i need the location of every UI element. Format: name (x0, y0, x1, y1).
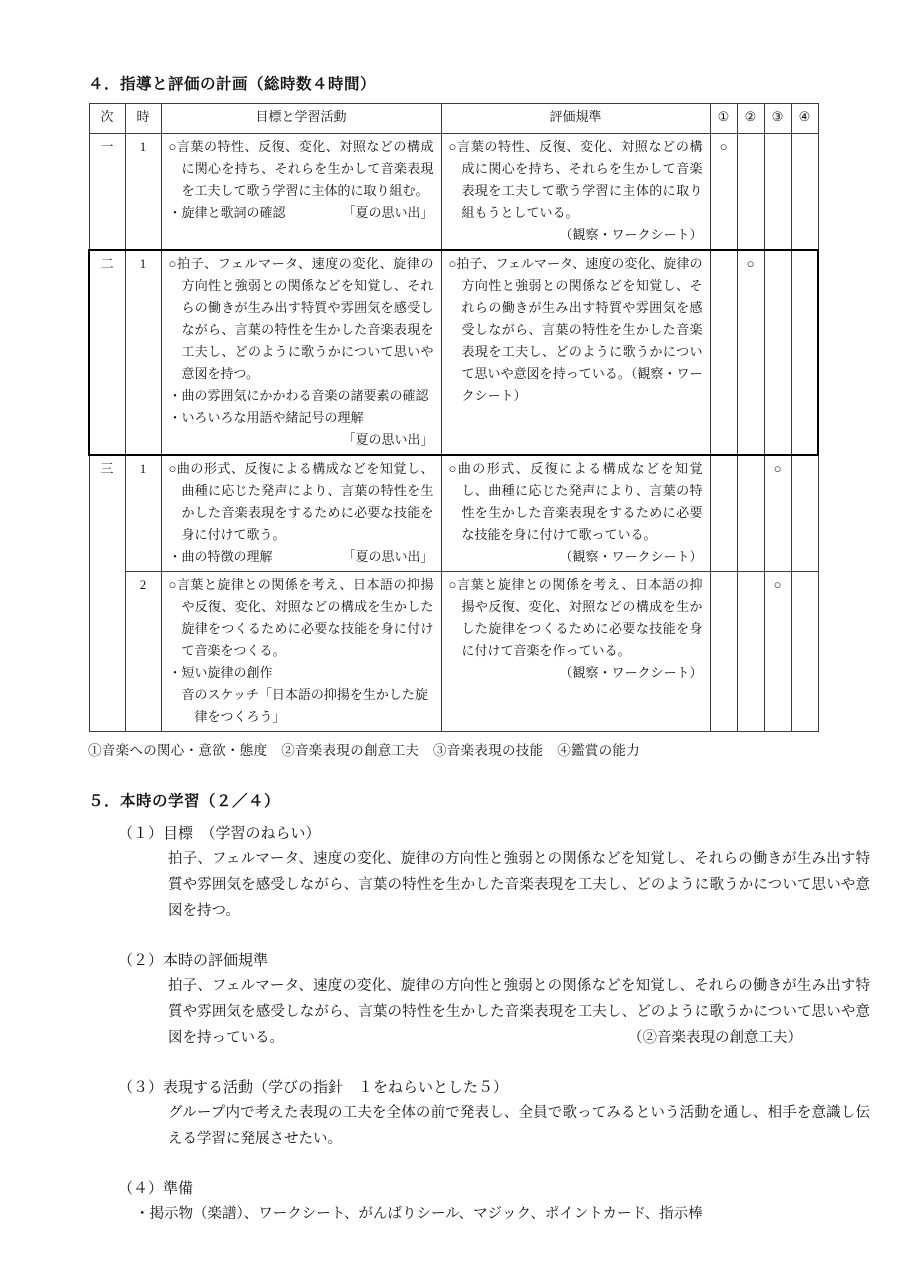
item2-criteria-note: （②音楽表現の創意工夫） (628, 1030, 802, 1046)
mark-cell (710, 572, 737, 732)
cell-line: ○言葉と旋律との関係を考え、日本語の抑揚や反復、変化、対照などの構成を生かした旋律をつくるために必要な技能を身に付けて音楽をつくる。 (168, 577, 434, 658)
cell-ji: 三 (89, 455, 125, 732)
mark-cell: ○ (764, 572, 791, 732)
cell-line: ・いろいろな用語や緒記号の理解 (168, 410, 364, 425)
header-toki: 時 (125, 104, 161, 134)
cell-line: ○曲の形式、反復による構成などを知覚し、曲種に応じた発声により、言葉の特性を生かした音楽表現をするために必要な技能を身に付けて歌っている。 (448, 461, 703, 542)
cell-line: ○言葉の特性、反復、変化、対照などの構成に関心を持ち、それらを生かして音楽表現を工夫して歌う学習に主体的に取り組む。 (168, 139, 434, 198)
cell-criteria (441, 134, 710, 251)
cell-ji: 一 (89, 134, 125, 251)
cell-goals (161, 572, 441, 732)
mark-cell (791, 572, 818, 732)
cell-ji: 二 (89, 250, 125, 455)
cell-line (169, 546, 434, 568)
table-row (89, 572, 818, 732)
mark-cell: ○ (764, 455, 791, 572)
header-mark-3: ③ (764, 104, 791, 134)
item3-body: グループ内で考えた表現の工夫を全体の前で発表し、全員で歌ってみるという活動を通し、相手を意識し伝える学習に発展させたい。 (168, 1105, 870, 1147)
cell-line: ○曲の形式、反復による構成などを知覚し、曲種に応じた発声により、言葉の特性を生かした音楽表現をするために必要な技能を身に付けて歌う。 (168, 461, 434, 542)
cell-goals (161, 455, 441, 572)
item2-heading: （２）本時の評価規準 (118, 953, 269, 969)
header-criteria: 評価規準 (441, 104, 710, 134)
header-mark-2: ② (737, 104, 764, 134)
cell-toki: 1 (125, 134, 161, 251)
mark-cell (737, 455, 764, 572)
cell-line-right: 「夏の思い出」 (342, 549, 434, 564)
cell-line: 音のスケッチ「日本語の抑揚を生かした旋律をつくろう」 (181, 687, 428, 724)
mark-cell (737, 572, 764, 732)
cell-line-left: ・曲の特徴の理解 (168, 549, 273, 564)
table-row-highlighted (89, 250, 818, 455)
cell-toki: 1 (125, 455, 161, 572)
cell-toki: 2 (125, 572, 161, 732)
mark-cell (791, 134, 818, 251)
section5-item-1 (88, 822, 870, 924)
cell-toki: 1 (125, 250, 161, 455)
item1-body: 拍子、フェルマータ、速度の変化、旋律の方向性と強弱との関係などを知覚し、それらの働きが生み出す特質や雰囲気を感受しながら、言葉の特性を生かした音楽表現を工夫し、どのように歌うかについて思いや意図を持つ。 (168, 851, 870, 919)
mark-cell: ○ (710, 134, 737, 251)
cell-goals (161, 250, 441, 455)
cell-criteria (441, 572, 710, 732)
item2-body (168, 973, 870, 1051)
section5-title: ５．本時の学習（２／４） (88, 793, 281, 810)
table-header-row (89, 104, 818, 134)
cell-line: 「夏の思い出」 (342, 432, 434, 447)
section5-item-3 (88, 1076, 870, 1152)
item2-body-text: 拍子、フェルマータ、速度の変化、旋律の方向性と強弱との関係などを知覚し、それらの働きが生み出す特質や雰囲気を感受しながら、言葉の特性を生かした音楽表現を工夫し、どのように歌うかについて思いや意図を持っている。 (168, 978, 870, 1046)
cell-line: ○拍子、フェルマータ、速度の変化、旋律の方向性と強弱との関係などを知覚し、それらの働きが生み出す特質や雰囲気を感受しながら、言葉の特性を生かした音楽表現を工夫し、どのように歌うかについて思いや意図を持つ。 (168, 256, 434, 381)
cell-line (169, 202, 434, 224)
cell-line-right: 「夏の思い出」 (342, 205, 434, 220)
mark-cell (791, 455, 818, 572)
cell-criteria (441, 250, 710, 455)
cell-line: ○言葉と旋律との関係を考え、日本語の抑揚や反復、変化、対照などの構成を生かした旋律をつくるために必要な技能を身に付けて音楽を作っている。 (448, 577, 703, 658)
plan-table (88, 103, 819, 732)
mark-cell (764, 250, 791, 455)
item4-heading: （４）準備 (118, 1181, 194, 1197)
mark-cell: ○ (737, 250, 764, 455)
mark-cell (764, 134, 791, 251)
item1-heading: （１）目標 （学習のねらい） (118, 826, 321, 842)
cell-line: ・曲の雰囲気にかかわる音楽の諸要素の確認 (168, 388, 429, 403)
cell-line: ○言葉の特性、反復、変化、対照などの構成に関心を持ち、それらを生かして音楽表現を工夫して歌う学習に主体的に取り組もうとしている。 (448, 139, 703, 220)
cell-goals (161, 134, 441, 251)
cell-line-left: ・旋律と歌詞の確認 (168, 205, 286, 220)
header-mark-1: ① (710, 104, 737, 134)
cell-line: （観察・ワークシート） (559, 549, 703, 564)
section4-title: ４．指導と評価の計画（総時数４時間） (88, 76, 377, 93)
item3-heading: （３）表現する活動（学びの指針 １をねらいとした５） (118, 1080, 509, 1096)
cell-line: ・短い旋律の創作 (168, 665, 273, 680)
section5-item-2 (88, 949, 870, 1051)
cell-line: ○拍子、フェルマータ、速度の変化、旋律の方向性と強弱との関係などを知覚し、それらの働きが生み出す特質や雰囲気を感受しながら、言葉の特性を生かした音楽表現を工夫し、どのように歌うかについて思いや意図を持っている。（観察・ワークシート） (448, 256, 703, 403)
cell-line: （観察・ワークシート） (559, 665, 703, 680)
header-ji: 次 (89, 104, 125, 134)
table-row (89, 455, 818, 572)
criteria-legend: ①音楽への関心・意欲・態度 ②音楽表現の創意工夫 ③音楽表現の技能 ④鑑賞の能力 (88, 743, 640, 758)
item4-preparation-list: ・掲示物（楽譜）、ワークシート、がんばりシール、マジック、ポイントカード、指示棒 (135, 1206, 703, 1222)
mark-cell (710, 455, 737, 572)
table-row (89, 134, 818, 251)
mark-cell (737, 134, 764, 251)
section5-item-4 (88, 1177, 860, 1227)
mark-cell (791, 250, 818, 455)
header-mark-4: ④ (791, 104, 818, 134)
cell-line: （観察・ワークシート） (559, 227, 703, 242)
header-goals: 目標と学習活動 (161, 104, 441, 134)
mark-cell (710, 250, 737, 455)
cell-criteria (441, 455, 710, 572)
